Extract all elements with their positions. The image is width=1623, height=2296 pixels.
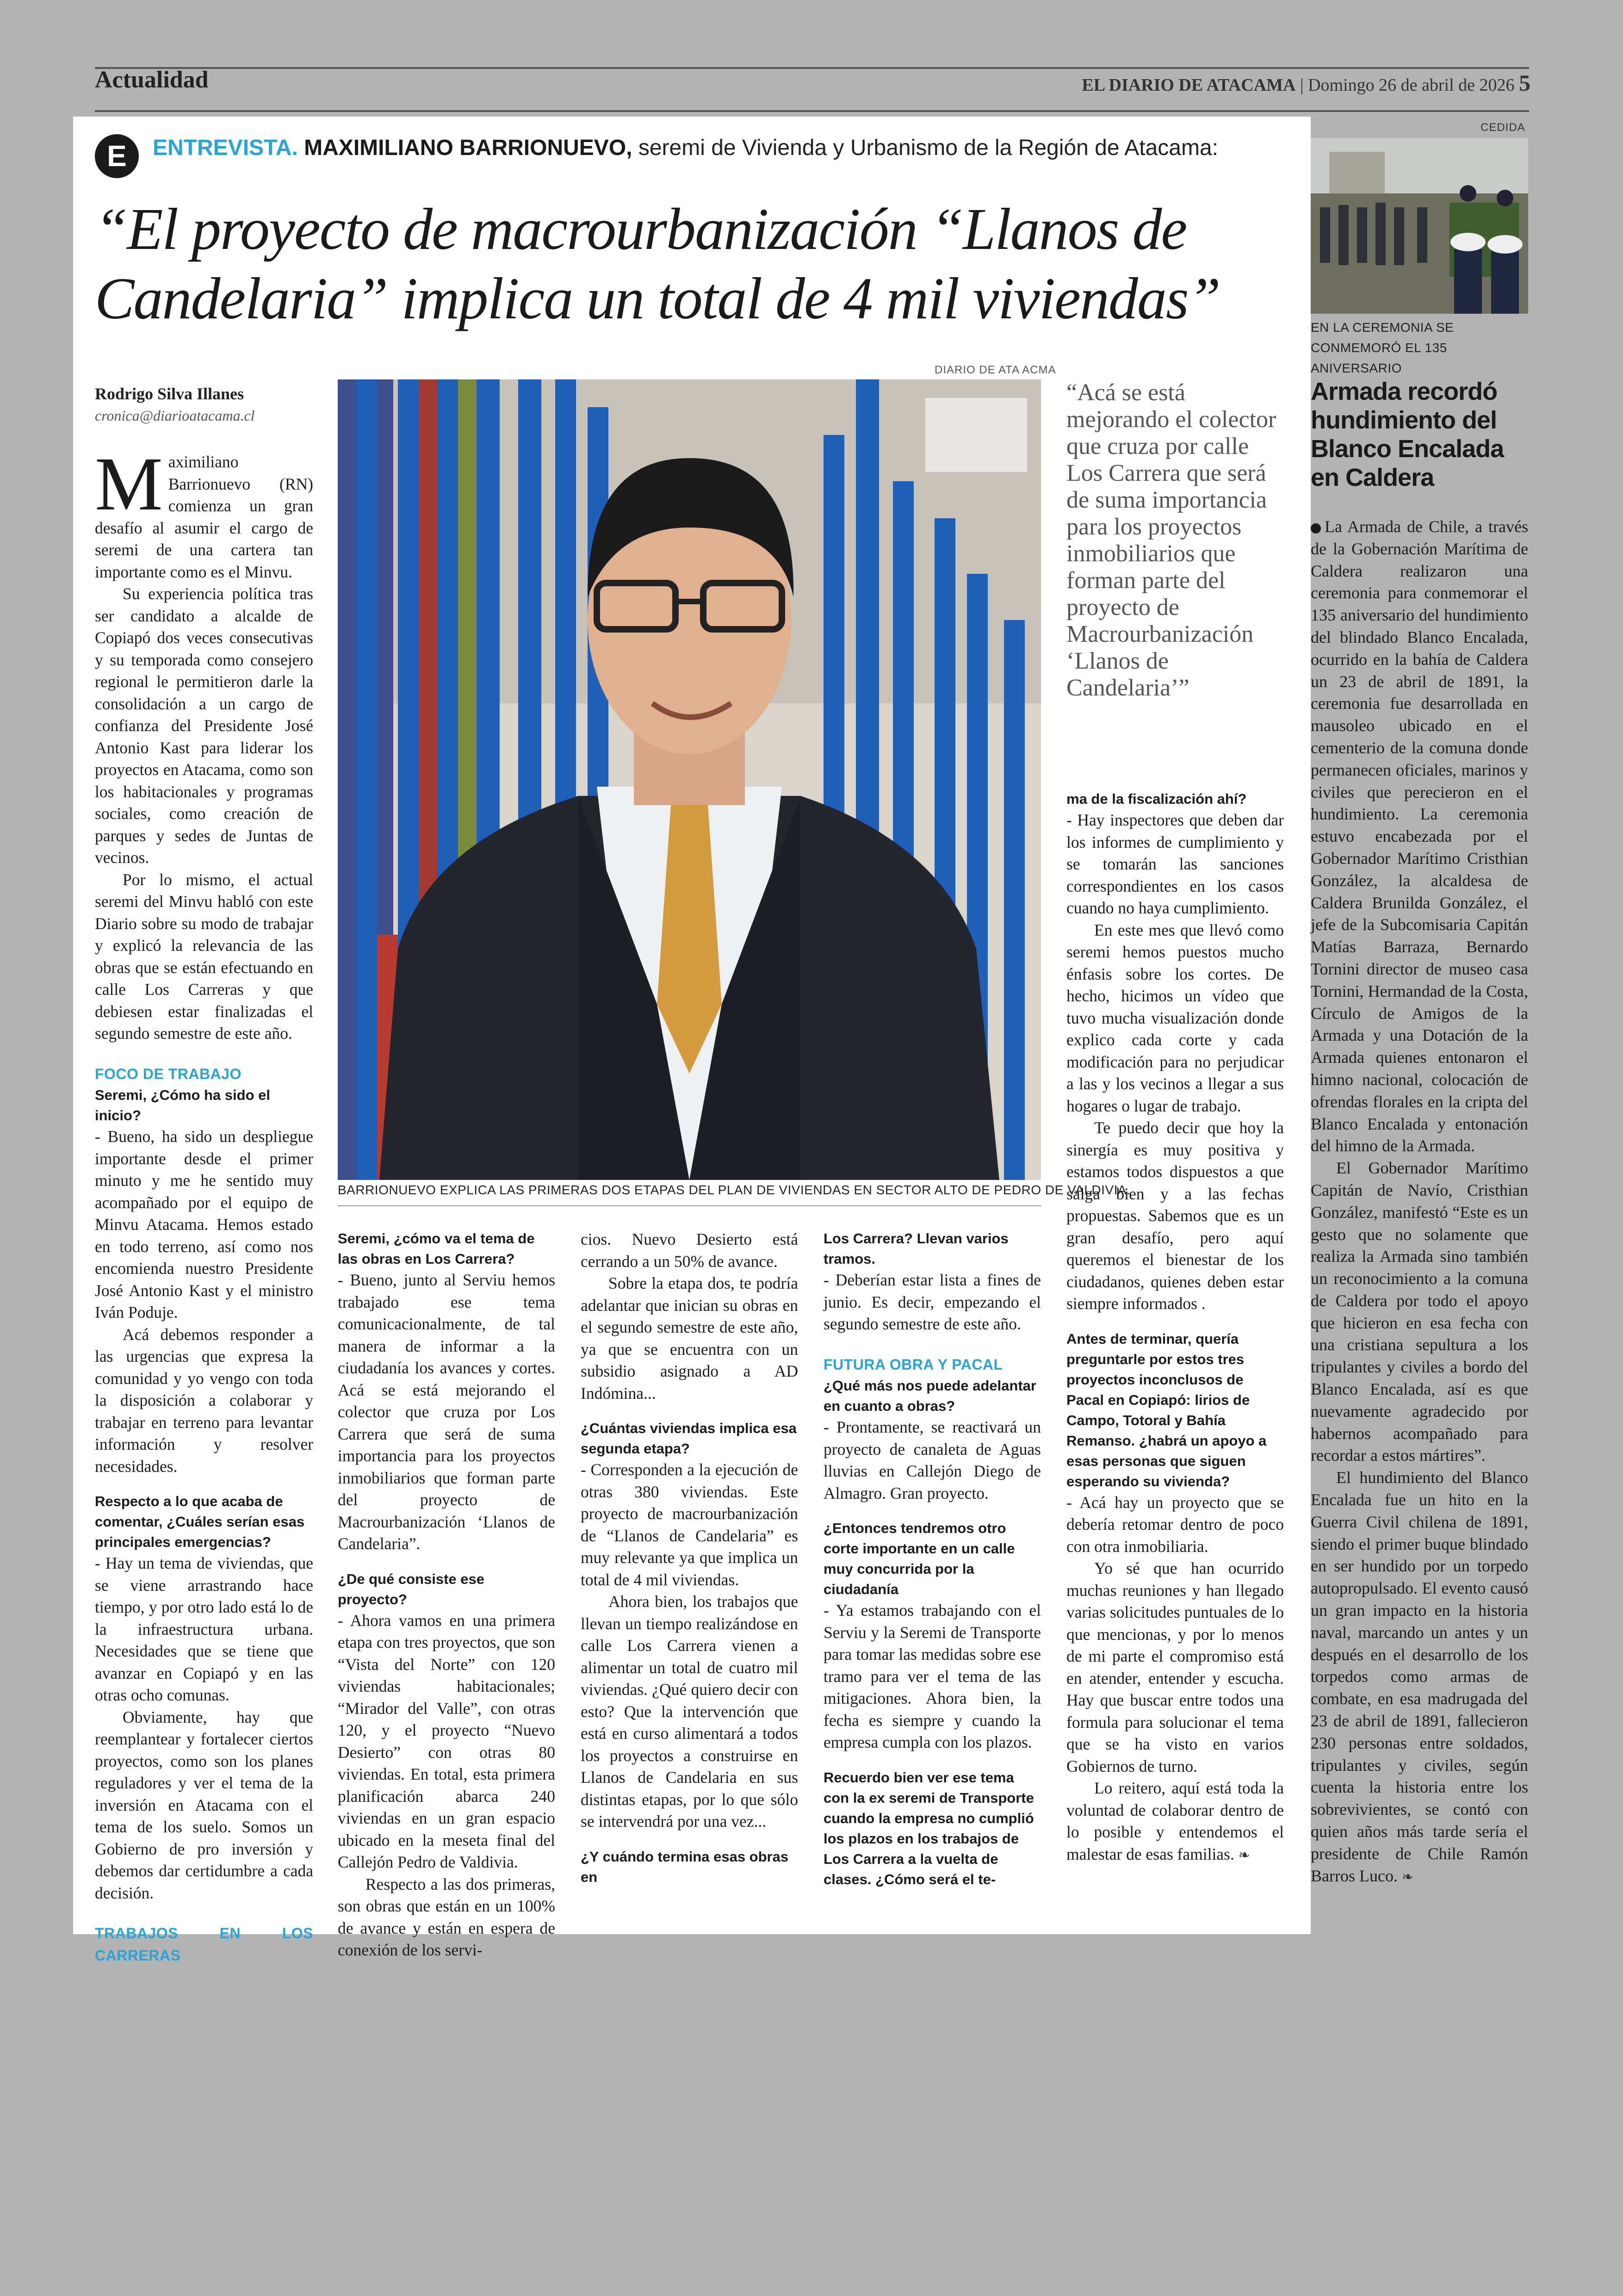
interview-question: Respecto a lo que acaba de comentar, ¿Cuáles serían esas principales emergencias? <box>95 1493 305 1550</box>
article-column-2 <box>338 1229 555 1961</box>
pull-quote: “Acá se está mejorando el colector que cruza por calle Los Carrera que será de suma importancia para los proyectos inmobiliarios que forman parte del proyecto de Macrourbanización ‘Llanos de Candelaria’” <box>1066 379 1276 701</box>
header-info <box>1082 69 1530 96</box>
portrait-photo <box>338 379 1041 1180</box>
paragraph: Ahora bien, los trabajos que llevan un tiempo realizándose en calle Los Carrera vienen a alimentar un total de cuatro mil viviendas. ¿Qué quiero decir con esto? Que la intervención que está en curso alimentará a todos los proyectos a construirse en Llanos de Candelaria en sus distintas etapas, por lo que sólo se intervendrá por una vez... <box>581 1592 798 1831</box>
interview-answer: - Ahora vamos en una primera etapa con tres proyectos, que son “Vista del Norte” con 120 viviendas habitacionales; “Mirador del Valle”, con otras 120, y el proyecto “Nuevo Desierto” con otras 80 viviendas. En total, esta primera planificación abarca 240 viviendas en un gran espacio ubicado en la meseta final del Callejón Pedro de Valdivia. <box>338 1611 555 1871</box>
kicker-name: MAXIMILIANO BARRIONUEVO, <box>304 136 632 160</box>
header-separator: | <box>1300 75 1308 95</box>
section-heading: TRABAJOS EN LOS CARRERAS <box>95 1925 313 1964</box>
interview-answer: - Bueno, junto al Serviu hemos trabajado ese tema comunicacionalmente, de tal manera de informar a la ciudadanía los avances y cortes. Acá se está mejorando el colector que cruza por Los Carrera que será de suma importancia para los proyectos inmobiliarios que forman parte del proyecto de Macrourbanización ‘Llanos de Candelaria”. <box>338 1271 555 1553</box>
sidebar-photo-credit: CEDIDA <box>1481 121 1525 134</box>
photo-caption: BARRIONUEVO EXPLICA LAS PRIMERAS DOS ETAPAS DEL PLAN DE VIVIENDAS EN SECTOR ALTO DE PEDRO DE VALDIVIA. <box>338 1183 1131 1197</box>
interview-answer: cios. Nuevo Desierto está cerrando a un 50% de avance. <box>581 1230 798 1271</box>
end-mark-icon: ❧ <box>1401 1868 1414 1885</box>
paragraph: La Armada de Chile, a través de la Gobernación Marítima de Caldera realizaron una ceremonia para conmemorar el 135 aniversario del hundimiento del blindado Blanco Encalada, ocurrido en la bahía de Caldera un 23 de abril de 1891, la ceremonia fue desarrollada en mausoleo ubicado en el cementerio de la comuna donde permanecen oficiales, marinos y civiles que perecieron en el hundimiento. La ceremonia estuvo encabezada por el Gobernador Marítimo Cristhian González, la alcaldesa de Caldera Brunilda González, el jefe de la Subcomisaria Capitán Matías Barraza, Bernardo Tornini director de museo casa Tornini, Hermandad de la Costa, Círculo de Amigos de la Armada y una Dotación de la Armada quienes entonaron el himno nacional, colocación de ofrendas florales en la cripta del Blanco Encalada y entonación del himno de la Armada. <box>1311 517 1528 1155</box>
section-heading: FUTURA OBRA Y PACAL <box>824 1356 1003 1373</box>
caption-rule <box>338 1205 1041 1206</box>
photo-credit: DIARIO DE ATA ACMA <box>935 364 1056 376</box>
article-column-4 <box>824 1229 1041 1890</box>
ceremony-photo <box>1311 138 1528 314</box>
section-label: Actualidad <box>95 67 209 93</box>
paragraph: Obviamente, hay que reemplantear y fortalecer ciertos proyectos, como son los planes reguladores y ver el tema de la inversión en Atacama con el tema de los suelo. Somos un Gobierno de pro inversión y debemos dar certidumbre a cada decisión. <box>95 1707 313 1902</box>
interview-question: ¿De qué consiste ese proyecto? <box>338 1570 485 1607</box>
interview-answer: - Corresponden a la ejecución de otras 380 viviendas. Este proyecto de macrourbanización de “Llanos de Candelaria” es muy relevante ya que implica un total de 4 mil viviendas. <box>581 1460 798 1589</box>
interview-answer: - Deberían estar lista a fines de junio. Es decir, empezando el segundo semestre de este año. <box>824 1271 1041 1333</box>
header-top-rule <box>95 67 1529 69</box>
interview-answer: - Prontamente, se reactivará un proyecto de canaleta de Aguas lluvias en Callejón Diego de Almagro. Gran proyecto. <box>824 1418 1041 1502</box>
interview-badge: E <box>95 134 139 178</box>
article-kicker <box>153 135 1218 161</box>
header-bottom-rule <box>95 110 1529 112</box>
kicker-label: ENTREVISTA. <box>153 136 298 160</box>
sidebar-body <box>1311 516 1528 1888</box>
paragraph: Acá debemos responder a las urgencias que expresa la comunidad y yo vengo con toda la disposición a colaborar y trabajar en terreno para levantar información y resolver necesidades. <box>95 1325 313 1476</box>
page-number: 5 <box>1519 70 1530 96</box>
paragraph: Lo reitero, aquí está toda la voluntad de colaborar dentro de lo posible y entendemos el malestar de esas familias. <box>1066 1779 1284 1863</box>
section-heading: FOCO DE TRABAJO <box>95 1065 242 1082</box>
interview-answer: - Hay un tema de viviendas, que se viene arrastrando hace tiempo, y por otro lado está lo de la infraestructura urbana. Necesidades que se tiene que avanzar en Copiapó y en las otras ocho comunas. <box>95 1554 313 1704</box>
end-mark-icon: ❧ <box>1238 1847 1250 1863</box>
interview-answer: - Bueno, ha sido un despliegue importante desde el primer minuto y me he sentido muy acompañado por el equipo de Minvu Atacama. Hemos estado en todo terreno, así como nos encomienda nuestro Presidente José Antonio Kast y el ministro Iván Poduje. <box>95 1127 313 1322</box>
bullet-icon <box>1311 523 1321 534</box>
paragraph: Por lo mismo, el actual seremi del Minvu habló con este Diario sobre su modo de trabajar y explicó la relevancia de las obras que se están efectuando en calle Los Carreras y que debiesen estar finalizadas el segundo semestre de este año. <box>95 870 313 1043</box>
interview-question: ¿Y cuándo termina esas obras en <box>581 1848 789 1885</box>
paragraph: Respecto a las dos primeras, son obras que están en un 100% de avance y están en espera de conexión de los servi- <box>338 1874 555 1959</box>
interview-question: ¿Cuántas viviendas implica esa segunda etapa? <box>581 1420 797 1457</box>
interview-answer: - Ya estamos trabajando con el Serviu y la Seremi de Transporte para tomar las medidas sobre ese tramo para ver el tema de las mitigaciones. Ahora bien, la fecha es siempre y cuando la empresa cumpla con los plazos. <box>824 1601 1041 1751</box>
paragraph: Su experiencia política tras ser candidato a alcalde de Copiapó dos veces consecutivas y su temporada como consejero regional le permitieron darle la consolidación a un cargo de confianza del Presidente José Antonio Kast para liderar los proyectos en Atacama, como son los habitacionales y programas sociales, como creación de parques y sedes de Juntas de vecinos. <box>95 584 313 867</box>
paragraph: En este mes que llevó como seremi hemos puestos mucho énfasis sobre los cortes. De hecho, hicimos un vídeo que tuvo mucha visualización donde explico cada corte y cada modificación para no perjudicar a las y los vecinos a llegar a sus hogares o lugar de trabajo. <box>1066 920 1284 1115</box>
paragraph: Yo sé que han ocurrido muchas reuniones y han llegado varias solicitudes puntuales de lo que mencionas, y por lo menos de mi parte el compromiso está en atender, entender y escucha. Hay que buscar entre todos una formula para solucionar el tema que se ha visto en varios Gobiernos de turno. <box>1066 1559 1284 1775</box>
interview-question: Recuerdo bien ver ese tema con la ex seremi de Transporte cuando la empresa no cumplió los plazos en los trabajos de Los Carrera a la vuelta de clases. ¿Cómo será el te- <box>824 1769 1034 1887</box>
interview-question: Los Carrera? Llevan varios tramos. <box>824 1230 1009 1267</box>
byline-email: cronica@diarioatacama.cl <box>95 407 255 424</box>
paragraph: Te puedo decir que hoy la sinergía es muy positiva y estamos todos dispuestos a que salga bien y a las fechas propuestas. Sabemos que es un gran desafío, pero aquí queremos el bienestar de los ciudadanos, quienes deben estar siempre informados . <box>1066 1118 1284 1313</box>
paragraph: El Gobernador Marítimo Capitán de Navío, Cristhian González, manifestó “Este es un gesto que no solamente que realiza la Armada sino también un reconocimiento a la comuna de Caldera por todo el apoyo que hicieron en esa fecha con una cristiana sepultura a los tripulantes y civiles a bordo del Blanco Encalada, así es que nuevamente agradecido por habernos acompañado para recordar a estos mártires”. <box>1311 1159 1528 1465</box>
paragraph: Sobre la etapa dos, te podría adelantar que inician su obras en el segundo semestre de este año, ya que se encuentra con un subsidio asignado a AD Indómina... <box>581 1274 798 1402</box>
article-column-3 <box>581 1229 798 1887</box>
article-headline: “El proyecto de macrourbanización “Llanos de Candelaria” implica un total de 4 mil viviendas” <box>95 196 1220 331</box>
article-column-1 <box>95 441 313 1967</box>
drop-cap: M <box>95 441 163 526</box>
paragraph: aximiliano Barrionuevo (RN) comienza un gran desafío al asumir el cargo de seremi de una cartera tan importante como es el Minvu. <box>95 453 313 581</box>
publication-name: EL DIARIO DE ATACAMA <box>1082 75 1296 95</box>
interview-question: ma de la fiscalización ahí? <box>1066 791 1247 807</box>
article-column-5 <box>1066 789 1284 1866</box>
kicker-role: seremi de Vivienda y Urbanismo de la Región de Atacama: <box>638 136 1218 160</box>
paragraph: El hundimiento del Blanco Encalada fue un hito en la Guerra Civil chilena de 1891, siendo el primer buque blindado en ser hundido por un torpedo autopropulsado. El evento causó un gran impacto en la historia naval, marcando un antes y un después en el desarrollo de los torpedos como armas de combate, en esa madrugada del 23 de abril de 1891, fallecieron 230 personas entre soldados, tripulantes y civiles, según cuenta la historia entre los sobrevivientes, se contó con quien años más tarde sería el presidente de Chile Ramón Barros Luco. <box>1311 1468 1528 1885</box>
interview-question: ¿Entonces tendremos otro corte importante en un calle muy concurrida por la ciudadanía <box>824 1520 1015 1597</box>
interview-question: Seremi, ¿Cómo ha sido el inicio? <box>95 1087 270 1123</box>
byline-author: Rodrigo Silva Illanes <box>95 385 244 403</box>
issue-date: Domingo 26 de abril de 2026 <box>1308 75 1515 95</box>
interview-answer: - Acá hay un proyecto que se debería retomar dentro de poco con otra inmobiliaria. <box>1066 1493 1284 1556</box>
sidebar-headline: Armada recordó hundimiento del Blanco Encalada en Caldera <box>1311 378 1504 491</box>
interview-answer: - Hay inspectores que deben dar los informes de cumplimiento y se tomarán las sanciones correspondientes en los casos cuando no haya cumplimiento. <box>1066 811 1284 917</box>
sidebar-photo-caption: EN LA CEREMONIA SE CONMEMORÓ EL 135 ANIVERSARIO <box>1311 320 1454 375</box>
interview-question: Seremi, ¿cómo va el tema de las obras en Los Carrera? <box>338 1230 535 1267</box>
interview-question: ¿Qué más nos puede adelantar en cuanto a obras? <box>824 1378 1036 1414</box>
interview-question: Antes de terminar, quería preguntarle por estos tres proyectos inconclusos de Pacal en Copiapó: lirios de Campo, Totoral y Bahía Remanso. ¿habrá un apoyo a esas personas que siguen esperando su vivienda? <box>1066 1330 1267 1489</box>
